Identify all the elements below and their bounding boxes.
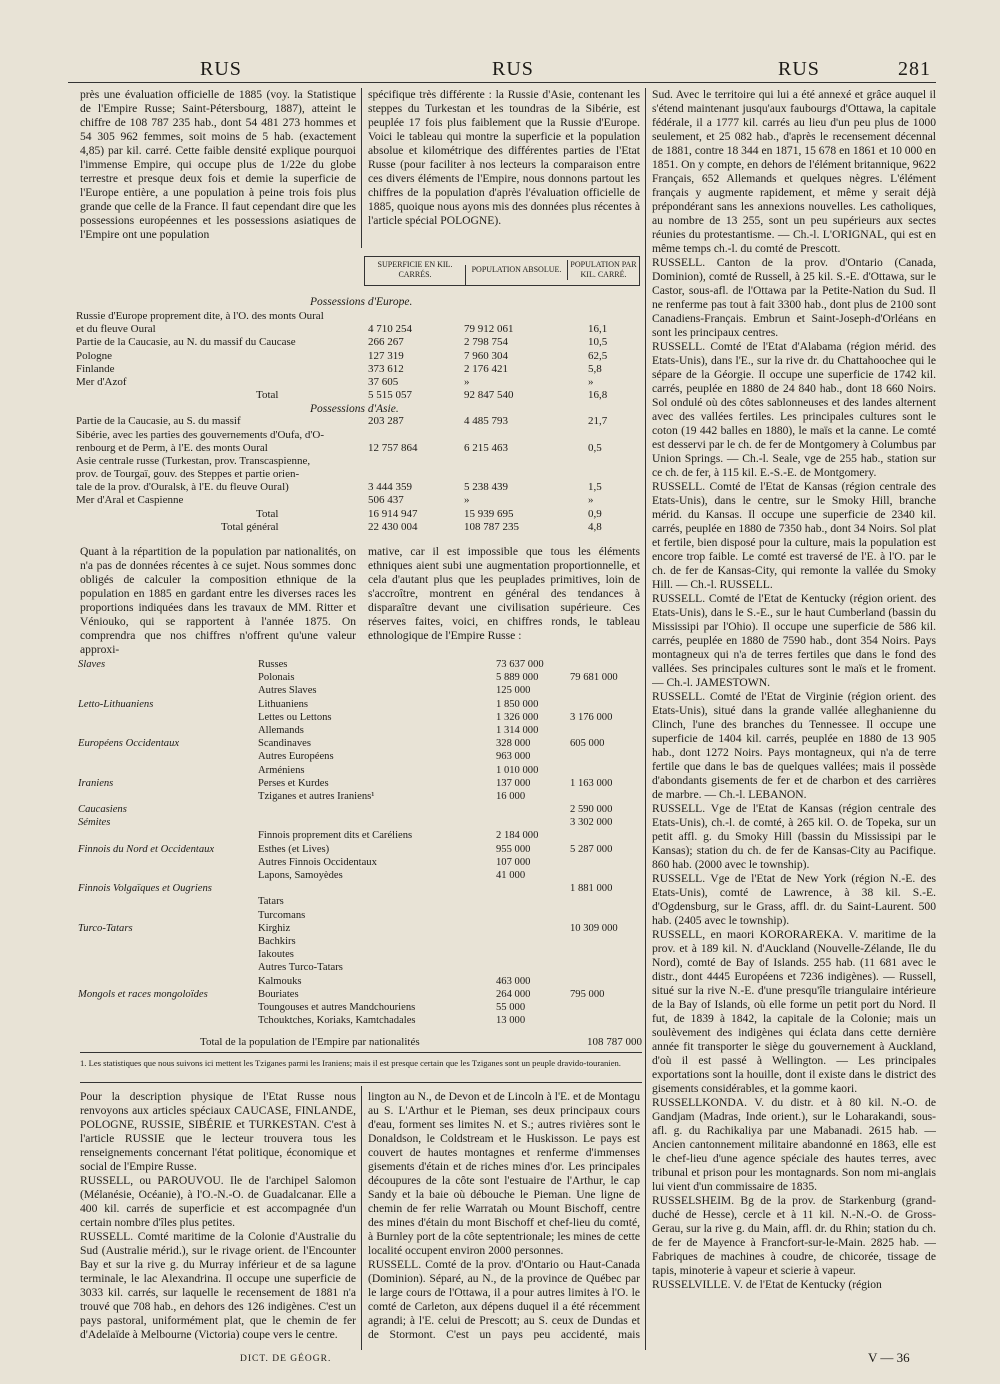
ethnic-subgroup: Autres Turco-Tatars: [258, 962, 343, 974]
ethnic-subgroup: Allemands: [258, 724, 304, 736]
ethnic-subgroup: Tatars: [258, 896, 284, 908]
ethnology-row: [78, 711, 642, 724]
ethnic-subgroup: Scandinaves: [258, 738, 311, 750]
row-value: 92 847 540: [464, 389, 514, 402]
ethnic-subgroup: Polonais: [258, 672, 295, 684]
subgroup-count: 1 010 000: [496, 764, 539, 776]
subgroup-count: 137 000: [496, 777, 531, 789]
subgroup-count: 1 850 000: [496, 698, 539, 710]
ethnology-row: [78, 856, 642, 869]
ethnic-subgroup: Lapons, Samoyèdes: [258, 870, 343, 881]
ethnology-row: [78, 975, 642, 988]
header-right: RUS: [778, 58, 820, 80]
ethnology-row: [78, 909, 642, 922]
row-value: 0,9: [588, 507, 602, 520]
subgroup-count: 2 184 000: [496, 830, 539, 842]
ethnic-group: Mongols et races mongoloïdes: [78, 988, 208, 1000]
subgroup-count: 5 889 000: [496, 672, 539, 684]
page-number: 281: [898, 58, 931, 80]
ethnology-row: [78, 737, 642, 750]
entry-russell-kentucky: RUSSELL. Comté de l'Etat de Kentucky (région orient. des Etats-Unis), dans le S.-E., sur le haut Cumberland (bassin du Mississipi par l'Ohio). Il occupe une superficie de 586 kil. carrés, peuplée en 1880 de 7590 hab., dont 354 Noirs. Pays montagneux qui n'a de terres fertiles que dans le fond des vallées. Ses principales cultures sont le maïs et le froment. — Ch.-l. JAMESTOWN.: [652, 592, 936, 689]
row-value: 22 430 004: [368, 520, 418, 532]
group-total: 1 881 000: [570, 883, 613, 895]
row-label: Total général: [221, 520, 279, 532]
entry-russell-kansas: RUSSELL. Comté de l'Etat de Kansas (région centrale des Etats-Unis), dans le centre, sur le Smoky Hill, branche mérid. du Kansas. Il occupe une superficie de 2340 kil. carrés, peuplée en 1880 de 7350 hab., dont 34 Noirs. Sol plat et fertile, bien disposé pour la culture, mais la population est encore trop faible. Le comté est traversé de l'E. à l'O. par le ch. de fer de Kansas-City, qui remonte la vallée du Smoky Hill. — Ch.-l. RUSSELL.: [652, 480, 936, 591]
row-value: 16 914 947: [368, 507, 418, 520]
ethnic-group: Turco-Tatars: [78, 922, 133, 934]
header-superficie: SUPERFICIE EN KIL. CARRÉS.: [377, 260, 453, 279]
ethnology-row: [78, 869, 642, 882]
ethnic-group: Letto-Lithuaniens: [78, 698, 154, 710]
entry-russelville: RUSSELVILLE. V. de l'Etat de Kentucky (région: [652, 1278, 882, 1291]
entry-russell-alabama: RUSSELL. Comté de l'Etat d'Alabama (région mérid. des Etats-Unis), dans l'E., sur la rive dr. du Chattahoochee qui le sépare de la Géorgie. Il occupe une superficie de 1742 kil. carrés, peuplée en 1880 de 24 840 hab., dont 18 660 Noirs. Sol ondulé où des côtes sablonneuses et des landes alternent avec des vallées fertiles. Les principales cultures sont le coton (19 442 balles en 1880), le maïs et la canne. Le comté est desservi par le ch. de fer de Montgomery à Columbus par Union Springs. — Ch.-l. Seale, vge de 255 hab., station sur ce ch. de fer, à 115 kil. E.-S.-E. de Montgomery.: [652, 340, 936, 479]
subgroup-count: 463 000: [496, 975, 531, 987]
ethnic-subgroup: Tziganes et autres Iraniens¹: [258, 790, 375, 802]
bottom-column-1: [80, 1090, 356, 1340]
ethnology-row: [78, 724, 642, 737]
row-label: Pologne: [76, 349, 113, 362]
ethnology-row: [78, 1014, 642, 1027]
entry-tasmanie-suite: lington au N., de Devon et de Lincoln à l'E. et de Montagu au S. L'Arthur et le Pieman, ses deux principaux cours d'eau, forment ses limites N. et S.; autres rivières sont le Donaldson, le Coldstream et le Huskisson. Le pays est couvert de hautes montagnes et renferme d'immenses gisements d'étain et de riches mines d'or. Les principales découpures de la côte sont l'estuaire de l'Arthur, le cap Sandy et la baie où débouche le Pieman. Une ligne de chemin de fer relie Warratah ou Mount Bischoff, centre des mines d'étain du mont Bischoff et chef-lieu du comté, à Burnley port de la côte septentrionale; les mines de cette localité occupent environ 2000 personnes.: [368, 1090, 640, 1257]
row-value: 373 612: [368, 362, 404, 375]
ethnic-group: Finnois Volgaïques et Ougriens: [78, 883, 212, 895]
row-value: 37 605: [368, 375, 399, 388]
table-row: [76, 521, 642, 532]
subgroup-count: 955 000: [496, 843, 531, 855]
ethnic-subgroup: Bachkirs: [258, 935, 296, 947]
table-row: [76, 494, 642, 507]
ethnology-row: [78, 790, 642, 803]
ethnology-row: [78, 816, 642, 829]
row-label: renbourg et de Perm, à l'E. des monts Oural: [76, 441, 268, 454]
subgroup-count: 264 000: [496, 988, 531, 1000]
subgroup-count: 107 000: [496, 856, 531, 868]
table-row: [76, 350, 642, 363]
table-row: [76, 363, 642, 376]
subgroup-count: 1 326 000: [496, 711, 539, 723]
entry-russell-virginie: RUSSELL. Comté de l'Etat de Virginie (région orient. des Etats-Unis), situé dans la grande vallée alleghanienne du Clinch, l'une des branches du Tennessee. Il occupe une superficie de 1404 kil. carrés, peuplée en 1880 de 13 905 hab., dont 1272 Noirs. Pays montagneux, qui n'a de terre fertile que dans le bas de quelques vallées; mais il possède d'abondants gisements de fer et de charbon et des carrières de marbre. — Ch.-l. LEBANON.: [652, 690, 936, 801]
subgroup-count: 73 637 000: [496, 659, 544, 670]
table-row: [76, 442, 642, 455]
row-value: 79 912 061: [464, 323, 514, 336]
section-europe: Possessions d'Europe.: [310, 296, 413, 308]
bottom-column-2: [368, 1090, 640, 1340]
ethnology-row: [78, 698, 642, 711]
footnote: 1. Les statistiques que nous suivons ici mettent les Tziganes parmi les Iraniens; mais il est presque certain que les Tziganes sont un peuple dravido-touranien.: [80, 1058, 621, 1068]
row-value: 6 215 463: [464, 441, 508, 454]
table-row: [76, 376, 642, 389]
ethnology-row: [78, 829, 642, 842]
ethnology-row: [78, 843, 642, 856]
intro-column-2: spécifique très différente : la Russie d'Asie, contenant les steppes du Turkestan et les toundras de la Sibérie, est peuplée 17 fois plus faiblement que la Russie d'Europe. Voici le tableau qui montre la superficie et la population absolue et kilométrique des différentes parties de l'Etat Russe (pour faciliter à nos lecteurs la comparaison entre ces divers éléments de l'Empire, nous donnons partout les chiffres de la population d'après l'évaluation officielle de 1885, quoique nous ayons mis des données plus récentes à l'article spécial POLOGNE).: [368, 88, 640, 227]
ethnic-subgroup: Lettes ou Lettons: [258, 711, 332, 723]
footer-left: DICT. DE GÉOGR.: [240, 1354, 332, 1364]
row-value: 203 287: [368, 415, 404, 428]
entry-russell-vge-kansas: RUSSELL. Vge de l'Etat de Kansas (région centrale des Etats-Unis), ch.-l. de comté, à 265 kil. O. de Topeka, sur un petit affl. g. du Smoky Hill (bassin du Mississipi par le Kansas); station du ch. de fer de Kansas-City au Pacifique. 860 hab. (2000 avec le township).: [652, 802, 936, 871]
subgroup-count: 16 000: [496, 790, 526, 802]
ethnology-row: [78, 684, 642, 697]
ethnic-subgroup: Kirghiz: [258, 922, 291, 934]
row-value: 127 319: [368, 349, 404, 362]
table-row: [76, 336, 642, 349]
subgroup-count: 13 000: [496, 1015, 526, 1027]
column-divider: [645, 88, 646, 1350]
group-total: 2 590 000: [570, 804, 613, 816]
table-row: [76, 415, 642, 428]
ethnology-row: [78, 671, 642, 684]
total-value: 108 787 000: [587, 1036, 642, 1048]
ethnology-row: [78, 777, 642, 790]
row-value: 2 176 421: [464, 362, 508, 375]
row-value: 0,5: [588, 441, 602, 454]
entry-ontario-suite: Sud. Avec le territoire qui lui a été annexé et grâce auquel il s'étend maintenant jusqu'aux faubourgs d'Ottawa, la capitale fédérale, il a 1777 kil. carrés au lieu d'un peu plus de 1000 seulement, et 25 082 hab., d'après le recensement décennal de 1881, contre 18 344 en 1871, 15 678 en 1861 et 10 000 en 1851. On y compte, en dehors de l'élément britannique, 9622 Français, 652 Allemands et quelques nègres. L'élément français y augmente rapidement, et même y serait déjà prépondérant sans les annexions nouvelles. Les catholiques, au nombre de 13 255, sont un peu supérieurs aux sectes réunies du protestantisme. — Ch.-l. L'ORIGNAL, qui est en même temps ch.-l. du comté de Prescott.: [652, 88, 936, 255]
row-value: 2 798 754: [464, 336, 508, 349]
row-value: 4 485 793: [464, 415, 508, 428]
table-row: [76, 310, 642, 323]
header-rule: [68, 82, 936, 83]
entry-russell-nz: RUSSELL, en maori KORORAREKA. V. maritime de la prov. et à 189 kil. N. d'Auckland (Nouvelle-Zélande, Ile du Nord), comté de Bay of Islands. 255 hab. (11 681 avec le distr., dont 4445 Européens et 7236 indigènes). — Russell, situé sur la rive N.-E. d'une presqu'île triangulaire intérieure de la Bay of Islands, où elle forme un petit port du Nord. Il fut, de 1839 à 1842, la capitale de la Colonie; mais un soulèvement des indigènes qui éclata dans cette dernière année fit transporter le siège du gouvernement à Auckland, d'où il est passé à Wellington. — Les principales exportations sont la houille, dont il existe dans le district des gisements considérables, et la gomme kaori.: [652, 928, 936, 1095]
ethnology-row: [78, 961, 642, 974]
ethnic-subgroup: Iakoutes: [258, 949, 294, 961]
ethnic-subgroup: Esthes (et Lives): [258, 843, 330, 855]
row-label: Partie de la Caucasie, au N. du massif du Caucase: [76, 336, 296, 349]
footnote-rule: [80, 1082, 642, 1083]
row-label: Asie centrale russe (Turkestan, prov. Transcaspienne,: [76, 454, 311, 467]
ethnology-row: [78, 750, 642, 763]
entry-russell-australie: RUSSELL. Comté maritime de la Colonie d'Australie du Sud (Australie mérid.), sur le rivage orient. de l'Encounter Bay et sur la rive g. du Murray inférieur et de sa lagune terminale, le lac Alexandrina. Il occupe une superficie de 3033 kil. carrés, sur laquelle le recensement de 1881 n'a trouvé que 708 hab., en dehors des 126 indigènes. C'est un pays pastoral, uniformément plat, que le chemin de fer d'Adelaïde à Melbourne (Victoria) coupe vers le centre.: [80, 1230, 356, 1340]
ethnology-table: [78, 658, 642, 1033]
row-value: 15 939 695: [464, 507, 514, 520]
ethnology-row: [78, 764, 642, 777]
bottom-paragraph: Pour la description physique de l'Etat Russe nous renvoyons aux articles spéciaux CAUCASE, FINLANDE, POLOGNE, RUSSIE, SIBÉRIE et TURKESTAN. C'est à l'article RUSSIE que le lecteur trouvera tous les renseignements concernant l'état politique, économique et social de l'Empire Russe.: [80, 1090, 356, 1173]
row-value: 10,5: [588, 336, 608, 349]
ethnology-row: [78, 935, 642, 948]
row-value: 7 960 304: [464, 349, 508, 362]
row-value: »: [588, 375, 594, 388]
ethnic-subgroup: Bouriates: [258, 988, 299, 1000]
ethnology-row: [78, 1001, 642, 1014]
column-divider: [361, 1086, 362, 1350]
entry-russellkonda: RUSSELLKONDA. V. du distr. et à 80 kil. N.-O. de Gandjam (Madras, Inde orient.), sur le Loharakandi, sous-afl. g. du Rachikaliya par une Mabanadi. 2615 hab. — Ancien cantonnement militaire abandonné en 1863, elle est le chef-lieu d'une agence spéciale des hautes terres, avec tribunal et prison pour les montagnards. Son nom mi-anglais lui vient d'un commissaire de 1835.: [652, 1096, 936, 1193]
header-population: POPULATION ABSOLUE.: [465, 265, 567, 285]
row-value: 12 757 864: [368, 441, 418, 454]
group-total: 605 000: [570, 738, 605, 750]
ethnic-subgroup: Tchouktches, Koriaks, Kamtchadales: [258, 1015, 416, 1027]
ethnic-group: Iraniens: [78, 777, 114, 789]
entry-russell-ile: RUSSELL, ou PAROUVOU. Ile de l'archipel Salomon (Mélanésie, Océanie), à l'O.-N.-O. de Guadalcanar. Elle a 400 kil. carrés de superficie et est accompagnée d'un certain nombre d'îles plus petites.: [80, 1174, 356, 1229]
row-label: et du fleuve Oural: [76, 323, 156, 336]
subgroup-count: 55 000: [496, 1001, 526, 1013]
row-value: 16,8: [588, 389, 608, 402]
row-value: 16,1: [588, 323, 608, 336]
ethnology-row: [78, 803, 642, 816]
entry-russelsheim: RUSSELSHEIM. Bg de la prov. de Starkenburg (grand-duché de Hesse), cercle et à 11 kil. N.-N.-O. de Gross-Gerau, sur la rive g. du Main, affl. dr. du Rhin; station du ch. de fer de Mayence à Francfort-sur-le-Main. 2825 hab. — Fabriques de machines à coudre, de chicorée, tissage de tapis, minoterie à vapeur et scierie à vapeur.: [652, 1194, 936, 1277]
ethnic-subgroup: Arméniens: [258, 764, 305, 776]
row-value: 506 437: [368, 494, 404, 507]
ethnic-subgroup: Russes: [258, 659, 288, 670]
row-value: 1,5: [588, 481, 602, 494]
row-value: »: [464, 494, 470, 507]
table-row: [76, 389, 642, 402]
table-row: [76, 481, 642, 494]
right-column: [652, 88, 936, 1350]
group-total: 1 163 000: [570, 777, 613, 789]
entry-russell-ontario: RUSSELL. Comté de la prov. d'Ontario ou Haut-Canada (Dominion). Séparé, au N., de la province de Québec par le large cours de l'Ottawa, il a pour autres limites à l'O. le comté de Carleton, aux dépens duquel il a été récemment agrandi; à l'E. celui de Prescott; au S. ceux de Dundas et de Stormont. C'est un pays peu accidenté, mais: [368, 1258, 640, 1340]
column-divider: [361, 88, 362, 248]
row-value: 62,5: [588, 349, 608, 362]
ethnic-subgroup: Autres Européens: [258, 751, 334, 763]
ethnic-group: Caucasiens: [78, 804, 127, 816]
population-table: [76, 310, 642, 532]
row-label: prov. de Tourgaï, gouv. des Steppes et partie orien-: [76, 468, 300, 481]
group-total: 3 302 000: [570, 817, 613, 829]
row-label: Total: [256, 507, 279, 520]
footer-signature: V — 36: [868, 1350, 910, 1365]
row-value: 5 515 057: [368, 389, 412, 402]
ethnic-group: Slaves: [78, 659, 106, 670]
row-label: Partie de la Caucasie, au S. du massif: [76, 415, 241, 428]
header-densite: POPULATION PAR KIL. CARRÉ.: [567, 260, 639, 280]
table-row: [76, 323, 642, 336]
nationalites-column-2: mative, car il est impossible que tous les éléments ethniques aient subi une augmentation proportionnelle, et cela d'autant plus que les peuplades primitives, loin de s'accroître, montrent en général des tendances à disparaître devant une civilisation supérieure. Ces réserves faites, voici, en chiffres ronds, le tableau ethnologique de l'Empire Russe :: [368, 545, 640, 642]
row-label: tale de la prov. d'Ouralsk, à l'E. du fleuve Oural): [76, 481, 289, 494]
row-value: 5 238 439: [464, 481, 508, 494]
entry-russell-new-york: RUSSELL. Vge de l'Etat de New York (région N.-E. des Etats-Unis), comté de Lawrence, à 38 kil. S.-E. d'Ogdensburg, sur le Grass, affl. dr. du Saint-Laurent. 500 hab. (2405 avec le township).: [652, 872, 936, 927]
row-value: »: [464, 375, 470, 388]
row-value: 266 267: [368, 336, 404, 349]
subgroup-count: 963 000: [496, 751, 531, 763]
ethnic-subgroup: Toungouses et autres Mandchouriens: [258, 1001, 416, 1013]
header-left: RUS: [200, 58, 242, 80]
row-label: Sibérie, avec les parties des gouvernements d'Oufa, d'O-: [76, 428, 325, 441]
row-value: »: [588, 494, 594, 507]
ethnology-row: [78, 988, 642, 1001]
ethnology-row: [78, 895, 642, 908]
row-value: 3 444 359: [368, 481, 412, 494]
group-total: 795 000: [570, 988, 605, 1000]
entry-russell-canton: RUSSELL. Canton de la prov. d'Ontario (Canada, Dominion), comté de Russell, à 25 kil. S.-E. d'Ottawa, sur le Castor, sous-afl. de l'Ottawa par la Petite-Nation du Sud. Il ne renferme pas tout à fait 3300 hab., dont plus de 2100 sont Canadiens-Français. Embrun et Saint-Joseph-d'Orléans en sont les principaux centres.: [652, 256, 936, 339]
group-total: 10 309 000: [570, 922, 618, 934]
row-value: 4 710 254: [368, 323, 412, 336]
group-total: 79 681 000: [570, 672, 618, 684]
ethnic-group: Européens Occidentaux: [78, 738, 180, 750]
ethnic-group: Finnois du Nord et Occidentaux: [78, 843, 215, 855]
ethnology-row: [78, 922, 642, 935]
subgroup-count: 125 000: [496, 685, 531, 697]
ethnology-total-row: [200, 1036, 642, 1048]
ethnic-subgroup: Lithuaniens: [258, 698, 309, 710]
total-label: Total de la population de l'Empire par nationalités: [200, 1036, 420, 1048]
row-value: 5,8: [588, 362, 602, 375]
row-value: 21,7: [588, 415, 608, 428]
row-value: 108 787 235: [464, 520, 519, 532]
table-row: [76, 468, 642, 481]
ethnic-subgroup: Perses et Kurdes: [258, 777, 329, 789]
ethnology-row: [78, 658, 642, 671]
ethnic-group: Sémites: [78, 817, 111, 829]
group-total: 5 287 000: [570, 843, 613, 855]
table-header: [364, 256, 640, 286]
row-label: Mer d'Aral et Caspienne: [76, 494, 184, 507]
group-total: 3 176 000: [570, 711, 613, 723]
ethnic-subgroup: Kalmouks: [258, 975, 302, 987]
section-asie: Possessions d'Asie.: [310, 403, 399, 415]
row-label: Total: [256, 389, 279, 402]
nationalites-column-1: Quant à la répartition de la population par nationalités, on n'a pas de données récentes à ce sujet. Nous sommes donc obligés de calculer la composition ethnique de la population en 1885 en gardant entre les diverses races les proportions indiquées dans les travaux de MM. Ritter et Véniouko, qui se rapportent à l'année 1875. On comprendra que nos chiffres n'offrent qu'une valeur approxi-: [80, 545, 356, 656]
ethnic-subgroup: Turcomans: [258, 909, 306, 921]
table-row: [76, 508, 642, 521]
subgroup-count: 1 314 000: [496, 724, 539, 736]
ethnology-row: [78, 948, 642, 961]
table-rule: [80, 1052, 642, 1053]
table-row: [76, 429, 642, 442]
ethnology-row: [78, 882, 642, 895]
ethnic-subgroup: Finnois proprement dits et Caréliens: [258, 830, 413, 842]
header-center: RUS: [492, 58, 534, 80]
ethnic-subgroup: Autres Finnois Occidentaux: [258, 856, 377, 868]
row-label: Finlande: [76, 362, 115, 375]
table-row: [76, 455, 642, 468]
subgroup-count: 328 000: [496, 738, 531, 750]
intro-column-1: près une évaluation officielle de 1885 (voy. la Statistique de l'Empire Russe; Saint-Pétersbourg, 1887), atteint le chiffre de 108 787 235 hab., dont 54 481 273 hommes et 54 305 962 femmes, soit moins de 5 hab. (exactement 4,85) par kil. carré. Cette faible densité explique pourquoi l'immense Empire, qui occupe plus de 1/22e du globe terrestre et presque deux fois et demie la superficie de l'Europe entière, a une population à peine trois fois plus grande que celle de la France. Il faut cependant dire que les possessions européennes et les possessions asiatiques de l'Empire ont une population: [80, 88, 356, 241]
subgroup-count: 41 000: [496, 870, 526, 881]
row-value: 4,8: [588, 520, 602, 532]
ethnic-subgroup: Autres Slaves: [258, 685, 317, 697]
row-label: Russie d'Europe proprement dite, à l'O. des monts Oural: [76, 310, 324, 322]
row-label: Mer d'Azof: [76, 375, 127, 388]
